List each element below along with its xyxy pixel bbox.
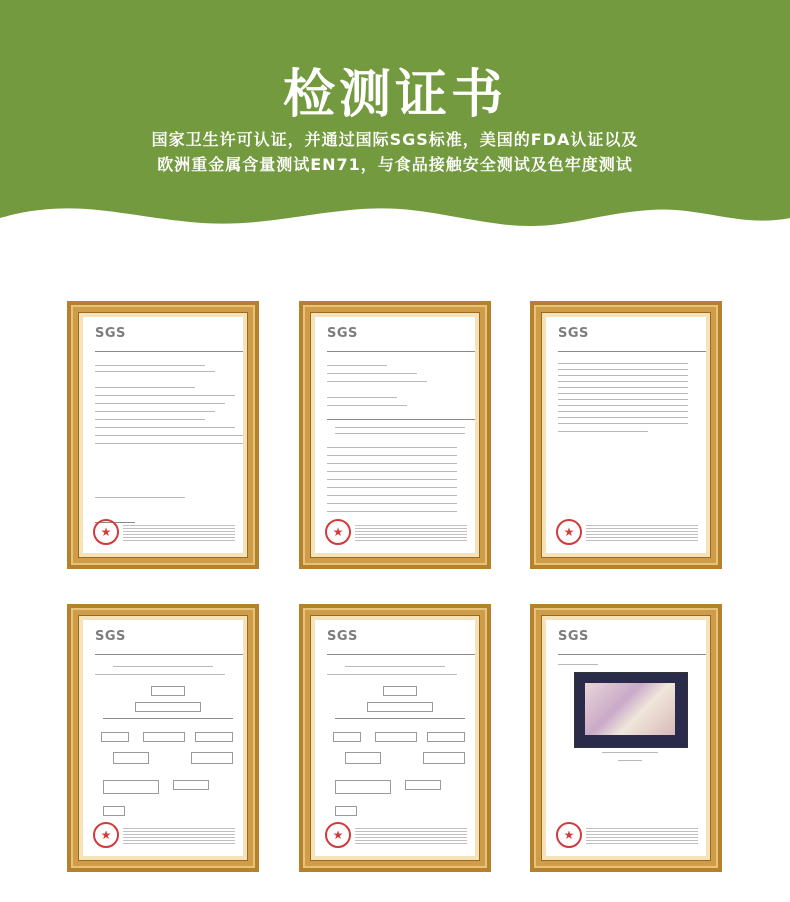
certificate-frame-4: [67, 604, 259, 872]
certificate-document: [83, 317, 243, 553]
sgs-logo: SGS: [558, 326, 589, 341]
certificate-frame-3: [530, 301, 722, 569]
seal-stamp: ★: [325, 822, 351, 848]
certificate-frame-6: [530, 604, 722, 872]
certificate-frame-5: [299, 604, 491, 872]
certificate-frame-1: [67, 301, 259, 569]
sgs-logo: SGS: [327, 326, 358, 341]
seal-stamp: ★: [556, 519, 582, 545]
subtitle-line-2: 欧洲重金属含量测试EN71，与食品接触安全测试及色牢度测试: [157, 155, 633, 174]
subtitle-line-1: 国家卫生许可认证，并通过国际SGS标准，美国的FDA认证以及: [151, 130, 639, 149]
sgs-logo: SGS: [95, 629, 126, 644]
seal-stamp: ★: [325, 519, 351, 545]
seal-stamp: ★: [93, 519, 119, 545]
sample-photo: [574, 672, 688, 748]
seal-stamp: ★: [556, 822, 582, 848]
header-banner: [0, 0, 790, 240]
certificate-document: [546, 317, 706, 553]
certificate-document: [315, 620, 475, 856]
certificate-document: [315, 317, 475, 553]
page-title: 检测证书: [282, 65, 507, 125]
sgs-logo: SGS: [558, 629, 589, 644]
sgs-logo: SGS: [95, 326, 126, 341]
sgs-logo: SGS: [327, 629, 358, 644]
seal-stamp: ★: [93, 822, 119, 848]
certificate-document: [546, 620, 706, 856]
certificate-document: [83, 620, 243, 856]
certificate-frame-2: [299, 301, 491, 569]
